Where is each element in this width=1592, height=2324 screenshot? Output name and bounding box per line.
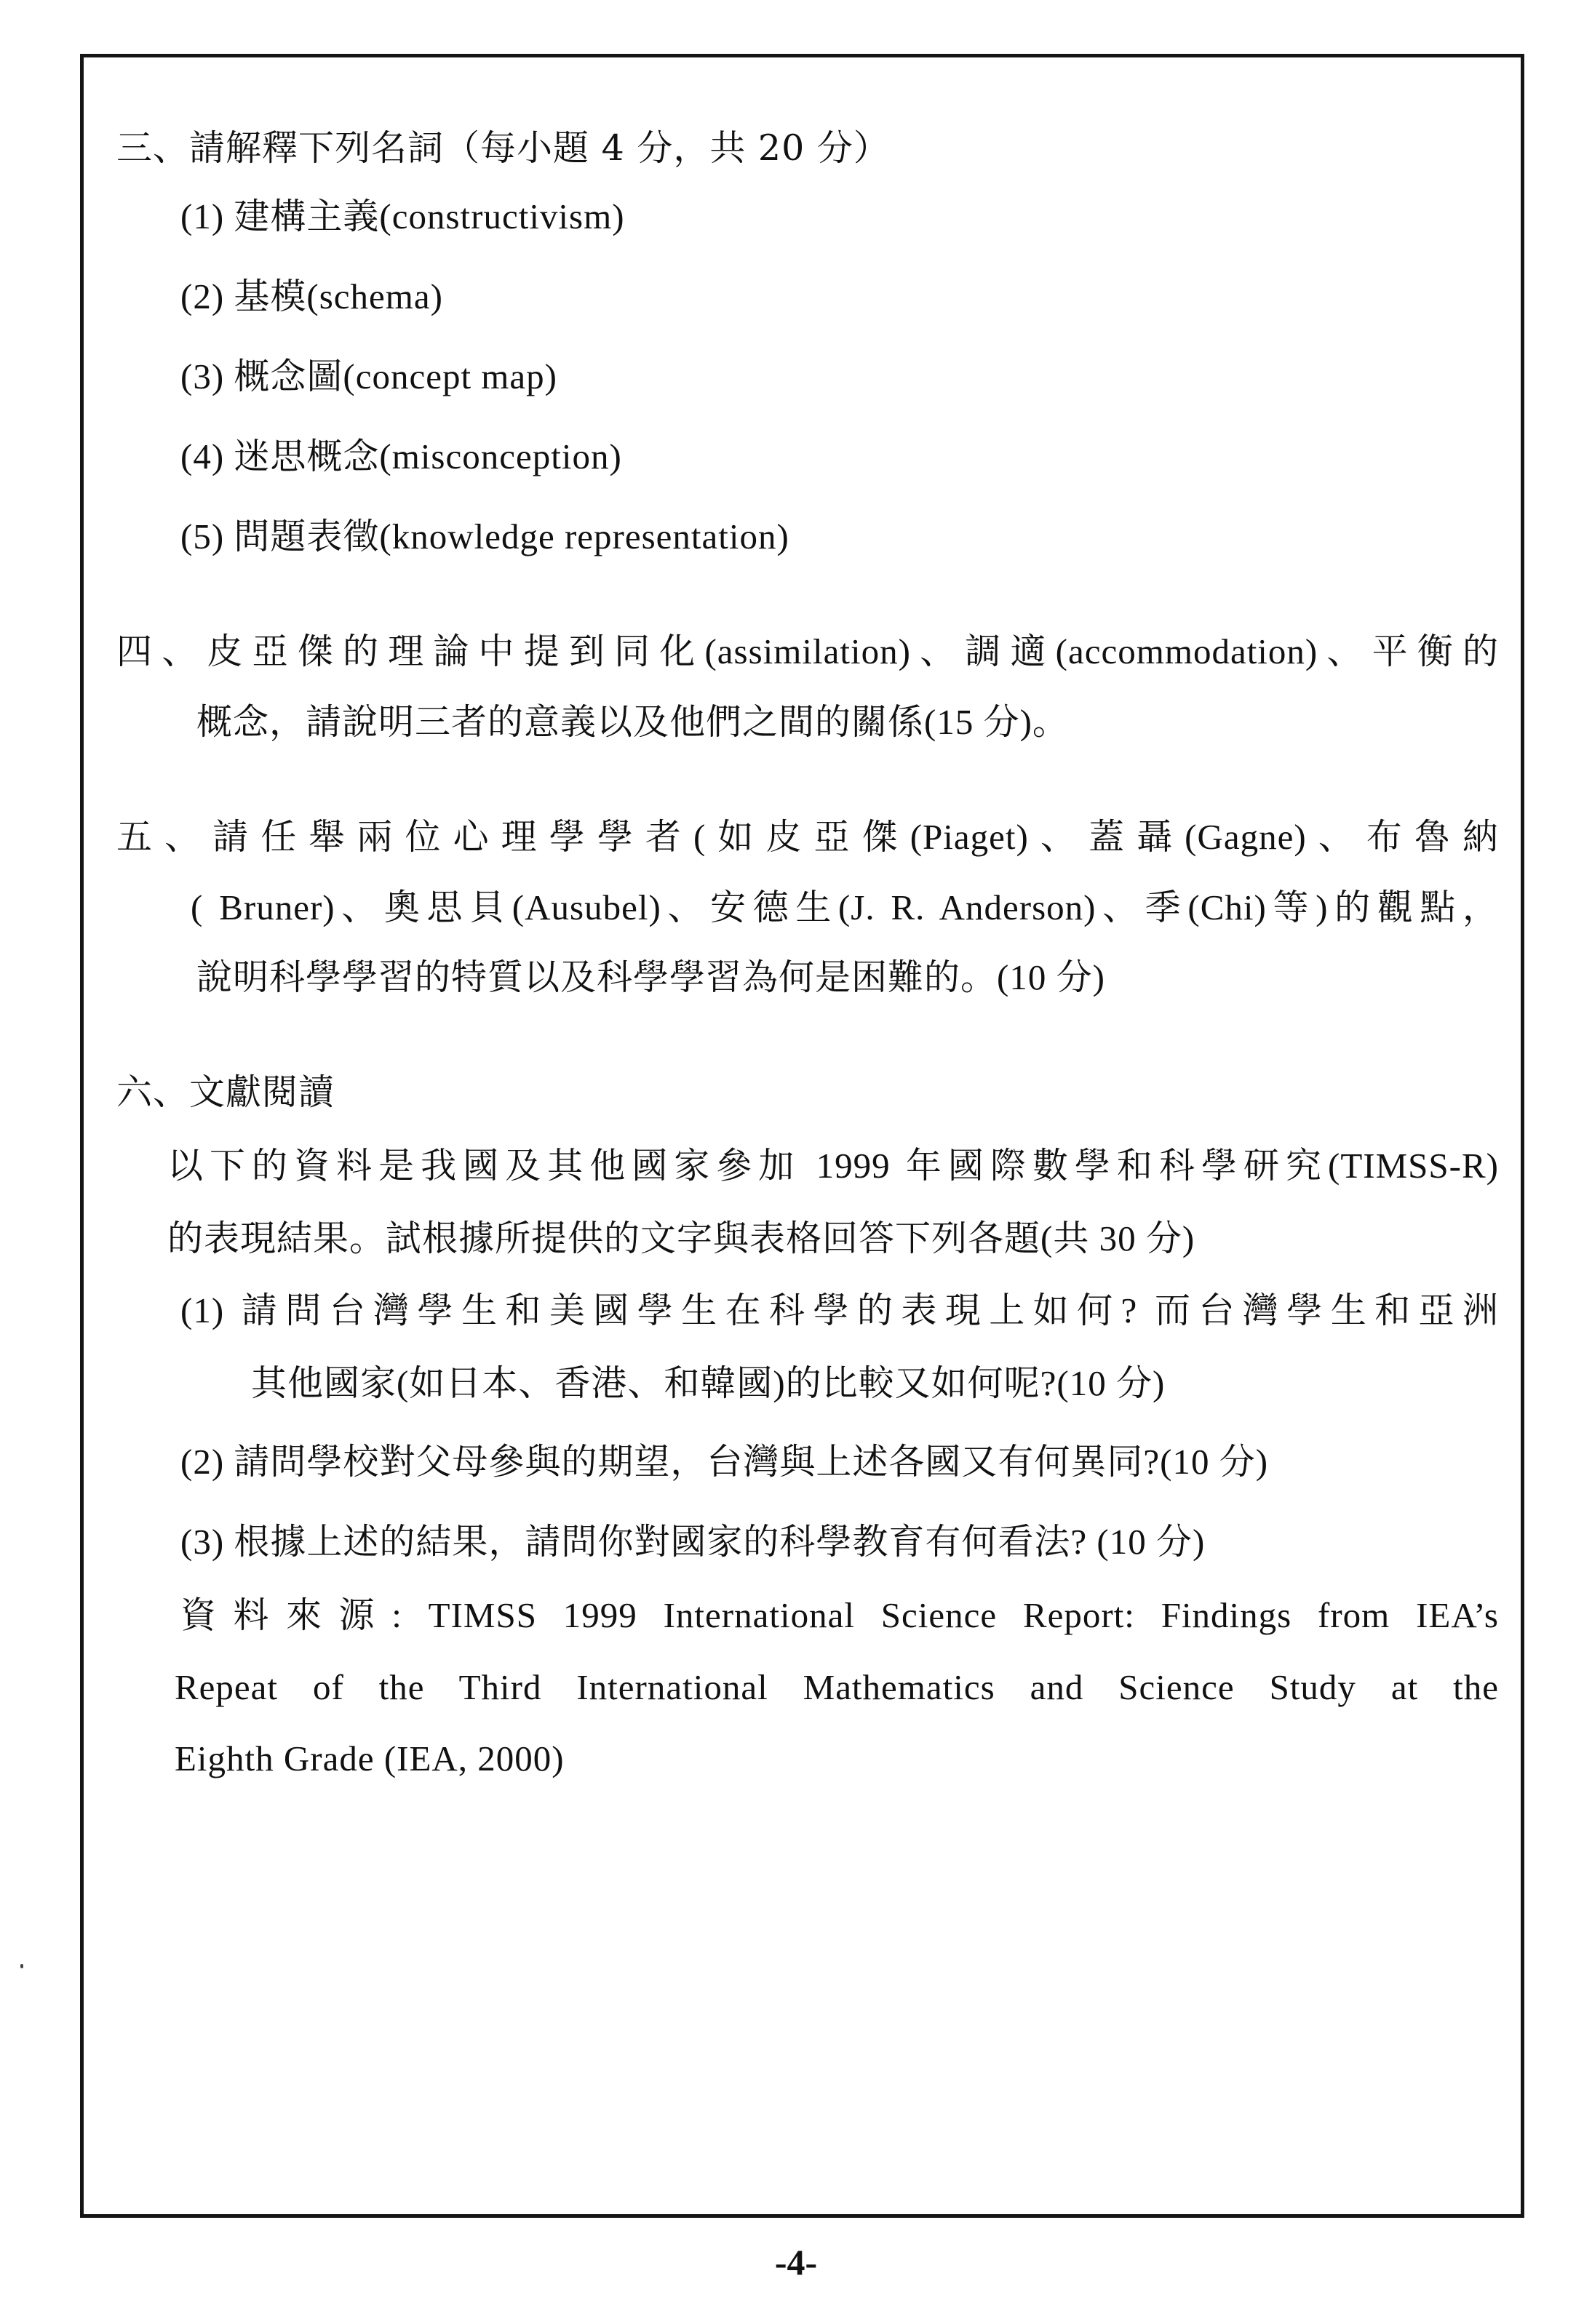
section-6-intro-line-1: 以下的資料是我國及其他國家參加 1999 年國際數學和科學研究(TIMSS-R) [167, 1146, 1499, 1186]
term-schema: (2) 基模(schema) [180, 276, 443, 316]
term-misconception: (4) 迷思概念(misconception) [180, 436, 622, 476]
page-number: -4- [774, 2242, 818, 2283]
section-5-line-1: 五、請任舉兩位心理學學者(如皮亞傑(Piaget)、蓋聶(Gagne)、布魯納 [116, 817, 1499, 857]
section-6-intro-line-2: 的表現結果。試根據所提供的文字與表格回答下列各題(共 30 分) [167, 1218, 1195, 1258]
section-5-line-2: ( Bruner)、奧思貝(Ausubel)、安德生(J. R. Anderson)、季(Chi)等)的觀點， [191, 887, 1499, 927]
question-1-line-1: (1) 請問台灣學生和美國學生在科學的表現上如何? 而台灣學生和亞洲 [180, 1290, 1499, 1330]
section-4-line-2: 概念，請說明三者的意義以及他們之間的關係(15 分)。 [196, 702, 1069, 742]
section-4-line-1: 四、皮亞傑的理論中提到同化(assimilation)、調適(accommodation)、平衡的 [116, 631, 1499, 671]
section-6-heading: 六、文獻閱讀 [116, 1071, 335, 1113]
question-3: (3) 根據上述的結果，請問你對國家的科學教育有何看法? (10 分) [180, 1522, 1206, 1562]
source-line-2: Repeat of the Third International Mathematics and Science Study at the [175, 1667, 1499, 1707]
source-line-1: 資料來源: TIMSS 1999 International Science Report: Findings from IEA’s [180, 1595, 1499, 1635]
section-5-line-3: 說明科學學習的特質以及科學學習為何是困難的。(10 分) [196, 957, 1105, 997]
question-2: (2) 請問學校對父母參與的期望，台灣與上述各國又有何異同?(10 分) [180, 1442, 1269, 1482]
section-3-heading: 三、請解釋下列名詞（每小題 4 分，共 20 分） [116, 127, 890, 169]
term-knowledge-representation: (5) 問題表徵(knowledge representation) [180, 516, 789, 556]
question-1-line-2: 其他國家(如日本、香港、和韓國)的比較又如何呢?(10 分) [251, 1363, 1166, 1403]
source-line-3: Eighth Grade (IEA, 2000) [175, 1738, 565, 1778]
term-constructivism: (1) 建構主義(constructivism) [180, 196, 625, 236]
scan-speck [20, 1964, 23, 1968]
term-concept-map: (3) 概念圖(concept map) [180, 356, 557, 396]
